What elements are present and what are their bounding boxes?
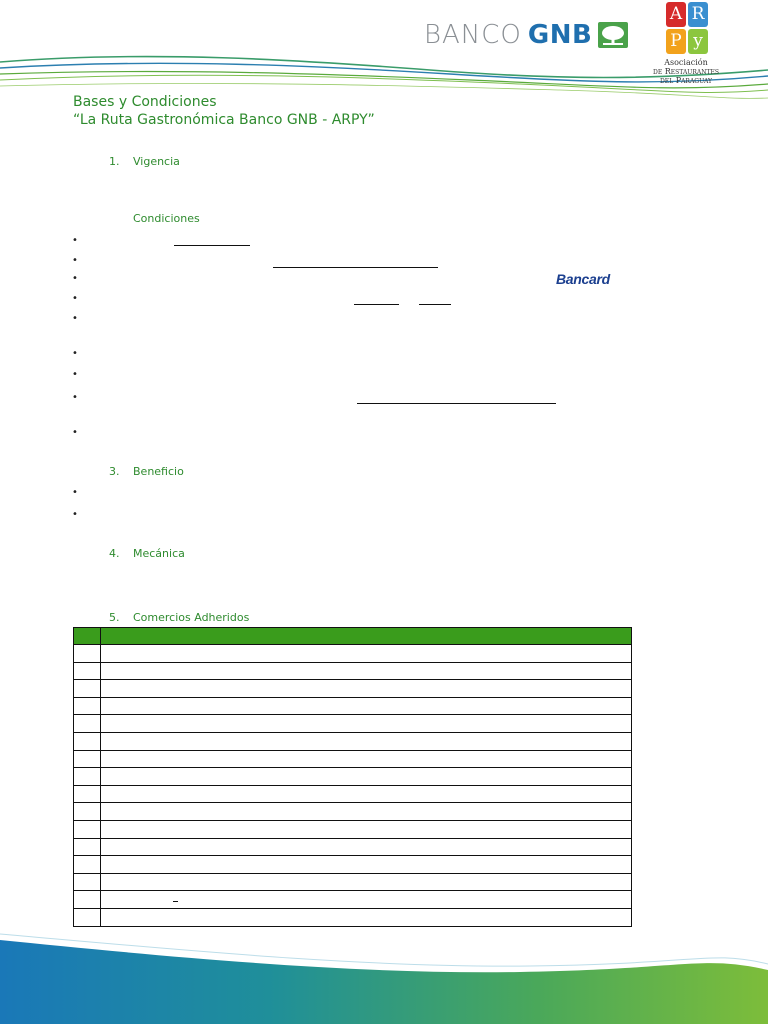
document-subtitle: “La Ruta Gastronómica Banco GNB - ARPY” <box>73 112 375 128</box>
redacted-underline <box>357 403 556 404</box>
redacted-underline <box>173 894 178 902</box>
table-header-cell <box>74 628 101 645</box>
table-cell <box>74 768 101 786</box>
section-4-number: 4. <box>109 547 120 560</box>
section-2-heading: Condiciones <box>133 212 200 225</box>
table-header-row <box>74 628 632 645</box>
table-row <box>74 715 632 733</box>
table-row <box>74 803 632 821</box>
bullet-marker: • <box>72 427 78 438</box>
bullet-marker: • <box>72 313 78 324</box>
table-cell <box>74 732 101 750</box>
banco-gnb-logo-text-gnb: GNB <box>527 20 593 50</box>
arpy-logo <box>636 2 736 88</box>
section-5-heading: Comercios Adheridos <box>133 611 250 624</box>
table-cell <box>74 873 101 891</box>
table-cell <box>74 838 101 856</box>
section-3-heading: Beneficio <box>133 465 184 478</box>
table-row <box>74 750 632 768</box>
table-row <box>74 873 632 891</box>
bullet-marker: • <box>72 348 78 359</box>
table-cell <box>101 732 632 750</box>
table-row <box>74 908 632 926</box>
table-cell <box>74 803 101 821</box>
banco-gnb-logo <box>424 18 628 52</box>
table-cell <box>74 820 101 838</box>
banco-gnb-logo-text-banco: BANCO <box>424 20 522 50</box>
arpy-name-line2: de Restaurantes <box>653 67 719 76</box>
arpy-name-line1: Asociación <box>664 58 708 67</box>
bullet-marker: • <box>72 255 78 266</box>
table-cell <box>74 697 101 715</box>
bancard-logo: Bancard <box>556 271 610 287</box>
table-row <box>74 768 632 786</box>
bullet-marker: • <box>72 293 78 304</box>
table-cell <box>101 873 632 891</box>
table-row <box>74 680 632 698</box>
bullet-marker: • <box>72 369 78 380</box>
table-cell <box>101 662 632 680</box>
redacted-underline <box>273 267 438 268</box>
table-row <box>74 662 632 680</box>
tree-icon <box>598 22 628 48</box>
table-cell <box>101 856 632 874</box>
arpy-tile-r: R <box>688 2 708 27</box>
section-1-heading: Vigencia <box>133 155 180 168</box>
table-cell <box>101 768 632 786</box>
table-row <box>74 820 632 838</box>
bullet-marker: • <box>72 273 78 284</box>
table-cell <box>101 697 632 715</box>
bullet-marker: • <box>72 392 78 403</box>
table-cell <box>101 908 632 926</box>
merchants-table <box>73 627 632 927</box>
table-cell <box>101 715 632 733</box>
arpy-tile-y: y <box>688 29 708 54</box>
table-cell <box>74 662 101 680</box>
redacted-underline <box>354 304 399 305</box>
section-3-number: 3. <box>109 465 120 478</box>
table-cell <box>101 785 632 803</box>
table-cell <box>74 715 101 733</box>
redacted-underline <box>419 304 451 305</box>
table-cell <box>74 908 101 926</box>
arpy-tile-a: A <box>666 2 686 27</box>
table-cell <box>74 645 101 663</box>
table-cell <box>101 803 632 821</box>
bullet-marker: • <box>72 509 78 520</box>
document-title: Bases y Condiciones <box>73 94 217 110</box>
section-4-heading: Mecánica <box>133 547 185 560</box>
table-header-cell <box>101 628 632 645</box>
table-cell <box>101 680 632 698</box>
footer-wave-decoration <box>0 930 768 1024</box>
table-row <box>74 697 632 715</box>
table-cell <box>74 750 101 768</box>
table-row <box>74 891 632 909</box>
table-cell <box>74 891 101 909</box>
table-cell <box>101 891 632 909</box>
table-row <box>74 856 632 874</box>
table-cell <box>101 838 632 856</box>
table-cell <box>101 645 632 663</box>
section-1-number: 1. <box>109 155 120 168</box>
arpy-tile-p: P <box>666 29 686 54</box>
section-5-number: 5. <box>109 611 120 624</box>
table-cell <box>74 856 101 874</box>
table-cell <box>101 820 632 838</box>
bullet-marker: • <box>72 235 78 246</box>
table-row <box>74 838 632 856</box>
arpy-name-line3: del Paraguay <box>660 76 712 85</box>
redacted-underline <box>174 245 250 246</box>
table-row <box>74 732 632 750</box>
arpy-letter-tiles <box>666 2 710 56</box>
table-row <box>74 645 632 663</box>
bullet-marker: • <box>72 487 78 498</box>
table-cell <box>101 750 632 768</box>
arpy-name <box>636 58 736 85</box>
table-row <box>74 785 632 803</box>
table-cell <box>74 785 101 803</box>
table-cell <box>74 680 101 698</box>
